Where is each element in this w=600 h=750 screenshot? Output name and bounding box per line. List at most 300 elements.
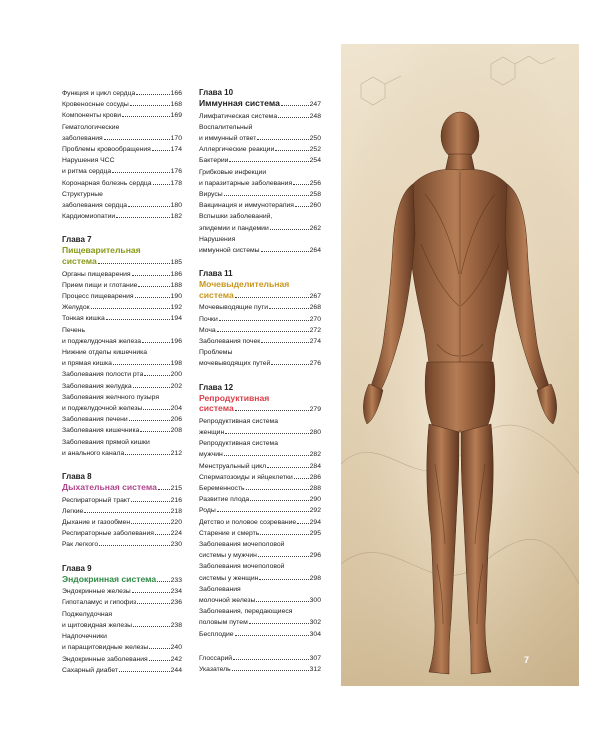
chapter-title <box>199 279 321 302</box>
toc-entry <box>62 631 182 653</box>
chapter-title <box>199 98 321 111</box>
dot-leader <box>235 410 309 411</box>
toc-page-number: 272 <box>309 326 321 334</box>
toc-entry-title: Функция и цикл сердца <box>62 90 136 97</box>
chapter-title-line: система <box>199 289 234 300</box>
toc-entry <box>62 302 182 313</box>
toc-entry-title: Вспышки заболеваний, <box>199 213 273 221</box>
toc-entry <box>199 189 321 200</box>
toc-entry <box>62 189 182 211</box>
toc-page-number: 196 <box>170 337 182 345</box>
dot-leader <box>293 184 308 185</box>
toc-entry-title: Мочевыводящие пути <box>199 304 269 312</box>
chapter-label: Глава 12 <box>199 382 234 392</box>
toc-entry <box>199 336 321 347</box>
dot-leader <box>144 375 169 376</box>
toc-entry-title: Тонкая кишка <box>62 315 105 323</box>
dot-leader <box>131 501 170 502</box>
dot-leader <box>294 478 309 479</box>
toc-chapter <box>199 383 321 640</box>
toc-entry-title: Менструальный цикл <box>199 462 267 470</box>
toc-entry-title: Заболевания <box>199 585 241 593</box>
toc-entry <box>199 200 321 211</box>
dot-leader <box>132 275 170 276</box>
dot-leader <box>149 648 169 649</box>
toc-entry <box>199 438 321 460</box>
toc-entry <box>62 539 182 550</box>
toc-entry <box>199 155 321 166</box>
toc-entry <box>62 506 182 517</box>
dot-leader <box>225 433 308 434</box>
toc-page-number: 206 <box>170 416 182 424</box>
toc-entry-title: и прямая кишка <box>62 360 112 368</box>
toc-entry-title: Репродуктивная система <box>199 440 279 448</box>
dot-leader <box>99 545 170 546</box>
toc-page-number: 215 <box>170 485 182 493</box>
toc-entry-title: Воспалительный <box>199 123 253 131</box>
dot-leader <box>281 105 309 106</box>
dot-leader <box>232 670 309 671</box>
chapter-label: Глава 9 <box>62 563 92 573</box>
toc-page-number: 242 <box>170 655 182 663</box>
dot-leader <box>106 319 170 320</box>
toc-entry-title: Нижние отделы кишечника <box>62 349 148 357</box>
toc-entry-title: и ритма сердца <box>62 168 112 176</box>
toc-entry <box>199 517 321 528</box>
dot-leader <box>235 297 309 298</box>
toc-entry <box>62 144 182 155</box>
dot-leader <box>113 364 170 365</box>
toc-entry-title: Роды <box>199 507 216 515</box>
dot-leader <box>84 512 169 513</box>
toc-page-number: 292 <box>309 507 321 515</box>
toc-page-number: 233 <box>170 576 182 584</box>
dot-leader <box>122 116 170 117</box>
toc-entry-title: Детство и половое созревание <box>199 518 297 526</box>
toc-entry-title: Заболевания полости рта <box>62 371 144 379</box>
toc-page-number: 186 <box>170 270 182 278</box>
toc-page-number: 234 <box>170 588 182 596</box>
dot-leader <box>129 420 170 421</box>
chapter-title <box>62 245 182 268</box>
toc-page-number: 279 <box>309 406 321 414</box>
dot-leader <box>140 431 169 432</box>
dot-leader <box>157 581 170 582</box>
toc-page-number: 274 <box>309 338 321 346</box>
toc-page-number: 247 <box>309 101 321 108</box>
toc-entry-title: и щитовидная железы <box>62 621 133 629</box>
toc-entry-title: Нарушения ЧСС <box>62 157 115 165</box>
toc-entry <box>62 211 182 222</box>
toc-entry-title: Заболевания прямой кишки <box>62 438 150 446</box>
toc-entry <box>199 325 321 336</box>
toc-entry-title: Дыхание и газообмен <box>62 519 131 527</box>
toc-page-number: 307 <box>309 654 321 662</box>
toc-column-right <box>199 88 321 675</box>
toc-page-number: 216 <box>170 496 182 504</box>
toc-entry-title: иммунной системы <box>199 247 260 255</box>
toc-page-number: 180 <box>170 202 182 210</box>
toc-page-number: 270 <box>309 315 321 323</box>
toc-entry <box>199 234 321 256</box>
toc-page-number: 166 <box>170 90 182 97</box>
toc-entry <box>199 461 321 472</box>
toc-page-number: 300 <box>309 597 321 605</box>
toc-entry <box>62 280 182 291</box>
toc-entry-title: мужчин <box>199 451 223 459</box>
dot-leader <box>143 409 169 410</box>
chapter-title <box>62 574 182 587</box>
dot-leader <box>149 660 170 661</box>
toc-page-number: 290 <box>309 496 321 504</box>
toc-page-number: 254 <box>309 157 321 165</box>
dot-leader <box>125 454 169 455</box>
chapter-title-line: Иммунная система <box>199 98 280 108</box>
toc-entry-title: Нарушения <box>199 235 236 243</box>
toc-entry-title: Органы пищеварения <box>62 270 131 278</box>
dot-leader <box>219 320 309 321</box>
dot-leader <box>259 579 308 580</box>
toc-entry <box>62 437 182 459</box>
toc-page-number: 284 <box>309 462 321 470</box>
toc-entry <box>62 495 182 506</box>
toc-page-number: 296 <box>309 552 321 560</box>
toc-page-number: 252 <box>309 146 321 154</box>
toc-page-number: 267 <box>309 292 321 300</box>
toc-entry-title: системы у мужчин <box>199 552 257 560</box>
toc-entry <box>199 167 321 189</box>
toc-entry <box>199 629 321 640</box>
toc-entry <box>62 178 182 189</box>
toc-entry-title: системы у женщин <box>199 574 259 582</box>
dot-leader <box>233 659 309 660</box>
toc-page-number: 230 <box>170 541 182 549</box>
dot-leader <box>138 286 169 287</box>
toc-entry-title: Заболевания мочеполовой <box>199 541 285 549</box>
toc-entry-title: женщин <box>199 429 225 437</box>
toc-entry <box>62 654 182 665</box>
toc-entry-title: Проблемы <box>199 349 233 357</box>
toc-entry-title: Бактерии <box>199 157 229 165</box>
toc-entry <box>199 483 321 494</box>
toc-page-number: 185 <box>170 259 182 267</box>
dot-leader <box>269 308 309 309</box>
toc-page-number: 174 <box>170 146 182 154</box>
toc-page-number: 260 <box>309 202 321 210</box>
dot-leader <box>133 626 170 627</box>
toc-entry-title: Желудок <box>62 304 90 312</box>
dot-leader <box>158 489 170 490</box>
dot-leader <box>132 592 170 593</box>
toc-entry-title: мочевыводящих путей <box>199 360 271 368</box>
toc-entry <box>62 517 182 528</box>
dot-leader <box>128 206 170 207</box>
toc-entry <box>199 606 321 628</box>
dot-leader <box>246 489 309 490</box>
dot-leader <box>152 150 170 151</box>
toc-page-number: 294 <box>309 518 321 526</box>
toc-entry <box>62 88 182 99</box>
toc-entry-title: Глоссарий <box>199 654 233 662</box>
toc-entry-title: и поджелудочной железы <box>62 405 143 413</box>
toc-chapter <box>199 88 321 256</box>
toc-entry-title: и паращитовидные железы <box>62 644 149 652</box>
toc-entry-title: Гематологические <box>62 123 120 131</box>
toc-page-number: 170 <box>170 134 182 142</box>
toc-entry <box>62 291 182 302</box>
toc-entry-title: Лимфатическая система <box>199 112 278 120</box>
toc-entry-title: Развитие плода <box>199 496 250 504</box>
toc-entry-title: Заболевания мочеполовой <box>199 563 285 571</box>
toc-entry-title: Легкие <box>62 507 84 515</box>
toc-page-number: 238 <box>170 621 182 629</box>
toc-page-number: 168 <box>170 101 182 109</box>
toc-page-number: 280 <box>309 429 321 437</box>
toc-page-number: 268 <box>309 304 321 312</box>
toc-entry-title: Структурные <box>62 190 103 198</box>
dot-leader <box>261 342 308 343</box>
toc-entry <box>62 347 182 369</box>
dot-leader <box>224 455 309 456</box>
toc-entry <box>62 425 182 436</box>
toc-entry <box>62 122 182 144</box>
toc-chapter <box>62 235 182 459</box>
toc-entry <box>199 472 321 483</box>
chapter-title-line: система <box>62 256 97 267</box>
chapter-title-line: Эндокринная система <box>62 573 157 584</box>
toc-entry <box>62 392 182 414</box>
chapter-label: Глава 11 <box>199 269 233 279</box>
toc-page-number: 212 <box>170 449 182 457</box>
toc-page-number: 208 <box>170 427 182 435</box>
dot-leader <box>135 297 170 298</box>
toc-page-number: 258 <box>309 191 321 199</box>
toc-page-number: 312 <box>309 666 321 674</box>
toc-page-number: 248 <box>309 112 321 120</box>
toc-entry-title: Заболевания, передающиеся <box>199 608 293 616</box>
toc-entry <box>199 505 321 516</box>
toc-page-number: 262 <box>309 224 321 232</box>
toc-entry-title: Заболевания почек <box>199 338 261 346</box>
toc-page-number: 220 <box>170 519 182 527</box>
toc-entry <box>199 584 321 606</box>
chapter-title-line: Репродуктивная <box>199 392 270 403</box>
dot-leader <box>256 601 308 602</box>
toc-chapter <box>199 269 321 369</box>
dot-leader <box>136 94 169 95</box>
toc-entry-title: и анального канала <box>62 449 125 457</box>
toc-entry <box>62 155 182 177</box>
toc-chapter <box>62 564 182 676</box>
toc-page-number: 264 <box>309 247 321 255</box>
chapter-title <box>62 482 182 495</box>
toc-entry-title: Проблемы кровообращения <box>62 146 151 154</box>
dot-leader <box>271 364 308 365</box>
dot-leader <box>217 331 309 332</box>
dot-leader <box>261 251 309 252</box>
toc-entry <box>199 347 321 369</box>
toc-entry-title: Печень <box>62 326 86 334</box>
toc-entry <box>199 302 321 313</box>
toc-entry <box>199 539 321 561</box>
toc-page-number: 218 <box>170 507 182 515</box>
dot-leader <box>91 308 170 309</box>
dot-leader <box>229 161 308 162</box>
toc-page-number: 298 <box>309 574 321 582</box>
toc-entry <box>199 653 321 664</box>
toc-page-number: 200 <box>170 371 182 379</box>
dot-leader <box>153 184 170 185</box>
dot-leader <box>275 150 308 151</box>
toc-entry <box>62 369 182 380</box>
toc-entry-title: и поджелудочная железа <box>62 337 142 345</box>
toc-entry-title: Эндокринные заболевания <box>62 655 148 663</box>
dot-leader <box>119 671 170 672</box>
toc-page-number: 192 <box>170 304 182 312</box>
toc-page-number: 302 <box>309 619 321 627</box>
toc-entry-title: эпидемии и пандемии <box>199 224 269 232</box>
dot-leader <box>130 105 170 106</box>
toc-entry-title: Заболевания желудка <box>62 382 132 390</box>
toc-page-number: 198 <box>170 360 182 368</box>
toc-entry <box>199 561 321 583</box>
toc-entry-title: Респираторный тракт <box>62 496 131 504</box>
dot-leader <box>98 263 170 264</box>
dot-leader <box>297 523 308 524</box>
toc-entry-title: и паразитарные заболевания <box>199 179 293 187</box>
toc-page-number: 236 <box>170 599 182 607</box>
toc-entry <box>62 414 182 425</box>
toc-continued-section <box>62 88 182 222</box>
toc-page-number: 250 <box>309 135 321 142</box>
chapter-label: Глава 7 <box>62 235 92 245</box>
toc-column-left <box>62 88 182 676</box>
toc-page-number: 282 <box>309 451 321 459</box>
dot-leader <box>142 342 170 343</box>
dot-leader <box>278 117 309 118</box>
toc-page-number: 288 <box>309 485 321 493</box>
toc-entry-title: Вирусы <box>199 191 223 199</box>
toc-entry-title: Беременность <box>199 485 245 493</box>
toc-page-number: 194 <box>170 315 182 323</box>
toc-page-number: 286 <box>309 473 321 481</box>
toc-entry-title: половым путем <box>199 619 248 627</box>
toc-entry-title: Указатель <box>199 666 231 674</box>
toc-entry <box>199 111 321 122</box>
toc-page-number: 176 <box>170 168 182 176</box>
toc-entry-title: Аллергические реакции <box>199 146 275 154</box>
toc-entry <box>199 122 321 144</box>
toc-entry-title: Почки <box>199 315 218 323</box>
toc-entry <box>199 416 321 438</box>
toc-entry-title: молочной железы <box>199 597 256 605</box>
dot-leader <box>133 387 170 388</box>
toc-entry-title: Вакцинация и иммунотерапия <box>199 202 294 210</box>
toc-entry <box>62 381 182 392</box>
toc-page-number: 240 <box>170 644 182 652</box>
toc-entry-title: Респираторные заболевания <box>62 530 154 538</box>
dot-leader <box>131 523 170 524</box>
toc-entry-title: Прием пищи и глотание <box>62 281 138 289</box>
toc-entry-title: Бесплодие <box>199 630 234 638</box>
toc-entry-title: Старение и смерть <box>199 529 260 537</box>
toc-page-number: 256 <box>309 179 321 187</box>
toc-entry <box>62 110 182 121</box>
toc-page-number: 178 <box>170 179 182 187</box>
dot-leader <box>249 623 309 624</box>
chapter-title-line: Пищеварительная <box>62 245 141 256</box>
toc-entry-title: Надпочечники <box>62 633 107 641</box>
toc-entry-title: Коронарная болезнь сердца <box>62 179 152 187</box>
chapter-title-line: Дыхательная система <box>62 482 157 493</box>
toc-entry <box>62 99 182 110</box>
toc-entry-title: Заболевания печени <box>62 416 128 424</box>
toc-entry <box>199 528 321 539</box>
toc-entry-title: заболевания <box>62 134 103 142</box>
chapter-label: Глава 10 <box>199 88 234 97</box>
toc-entry <box>62 325 182 347</box>
toc-page-number: 202 <box>170 382 182 390</box>
toc-entry <box>62 609 182 631</box>
anatomy-illustration <box>341 44 579 686</box>
toc-entry <box>199 314 321 325</box>
dot-leader <box>235 635 309 636</box>
toc-chapter <box>62 472 182 551</box>
dot-leader <box>112 172 169 173</box>
dot-leader <box>267 467 309 468</box>
toc-entry-title: Процесс пищеварения <box>62 293 134 301</box>
chapter-label: Глава 8 <box>62 472 92 482</box>
dot-leader <box>155 534 170 535</box>
toc-entry-title: Заболевания кишечника <box>62 427 140 435</box>
toc-entry-title: Грибковые инфекции <box>199 168 267 176</box>
toc-entry-title: и иммунный ответ <box>199 135 257 142</box>
dot-leader <box>116 217 169 218</box>
chapter-title-line: система <box>199 403 234 414</box>
toc-entry-title: Кровеносные сосуды <box>62 101 129 109</box>
dot-leader <box>257 139 308 140</box>
toc-chapter <box>199 653 321 675</box>
toc-entry-title: Рак легкого <box>62 541 99 549</box>
toc-page-number: 295 <box>309 529 321 537</box>
toc-page-number: 169 <box>170 112 182 120</box>
toc-entry-title: Моча <box>199 326 216 334</box>
toc-entry-title: Репродуктивная система <box>199 417 279 425</box>
toc-entry-title: Сперматозоиды и яйцеклетки <box>199 473 293 481</box>
dot-leader <box>137 603 169 604</box>
toc-page-number: 182 <box>170 213 182 221</box>
dot-leader <box>224 195 309 196</box>
toc-page-number: 276 <box>309 360 321 368</box>
toc-entry <box>199 494 321 505</box>
toc-entry-title: Компоненты крови <box>62 112 121 120</box>
toc-entry-title: Эндокринные железы <box>62 588 131 596</box>
dot-leader <box>250 500 308 501</box>
page-number: 7 <box>524 655 530 665</box>
toc-entry-title: Кардиомиопатии <box>62 213 116 221</box>
toc-entry-title: Заболевания желчного пузыря <box>62 393 160 401</box>
dot-leader <box>217 511 309 512</box>
toc-page-number: 224 <box>170 530 182 538</box>
toc-entry-title: Сахарный диабет <box>62 666 118 674</box>
toc-entry <box>62 597 182 608</box>
toc-entry-title: Поджелудочная <box>62 610 113 618</box>
toc-entry-title: Гипоталамус и гипофиз <box>62 599 137 607</box>
toc-entry <box>62 313 182 324</box>
toc-entry-title: заболевания сердца <box>62 202 128 210</box>
dot-leader <box>270 229 309 230</box>
dot-leader <box>260 534 308 535</box>
